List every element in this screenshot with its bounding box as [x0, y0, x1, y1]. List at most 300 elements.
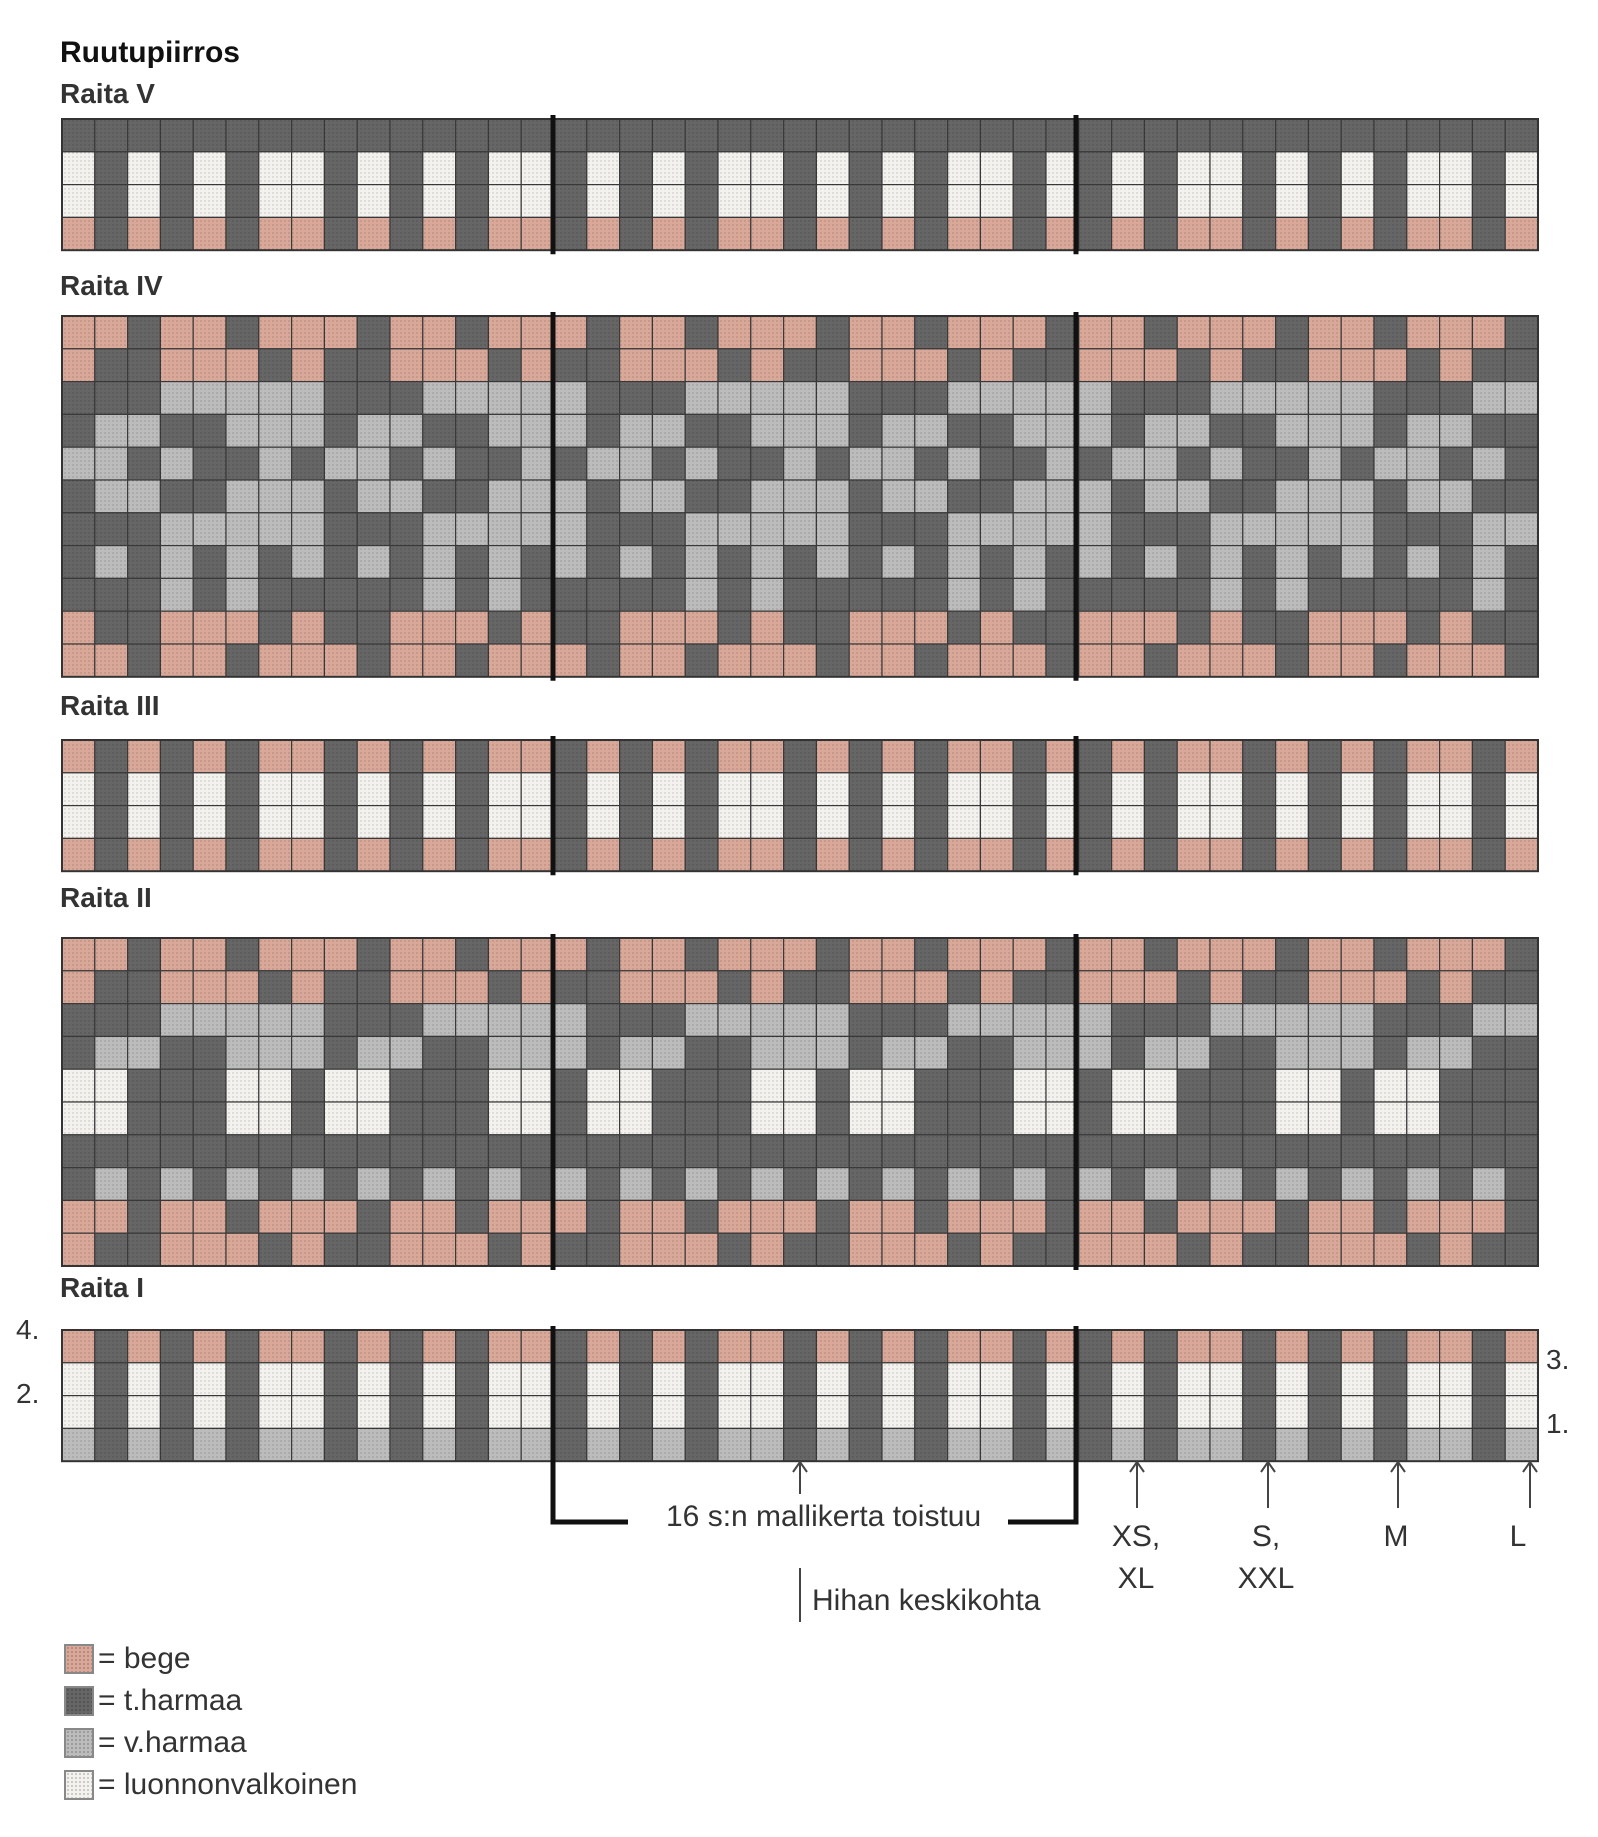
cell-texture	[718, 119, 751, 152]
cell-texture	[1308, 382, 1341, 415]
cell-texture	[521, 1102, 554, 1135]
cell-texture	[259, 1396, 292, 1429]
cell-texture	[816, 806, 849, 839]
cell-texture	[1440, 414, 1473, 447]
cell-texture	[1210, 578, 1243, 611]
cell-texture	[128, 938, 161, 971]
cell-texture	[1505, 1200, 1538, 1233]
cell-texture	[95, 1168, 128, 1201]
cell-texture	[915, 217, 948, 250]
cell-texture	[259, 1036, 292, 1069]
cell-texture	[1407, 611, 1440, 644]
cell-texture	[1243, 1036, 1276, 1069]
cell-texture	[1407, 447, 1440, 480]
cell-texture	[554, 1168, 587, 1201]
cell-texture	[1407, 1233, 1440, 1266]
cell-texture	[390, 1004, 423, 1037]
cell-texture	[1341, 740, 1374, 773]
cell-texture	[816, 1330, 849, 1363]
cell-texture	[1374, 414, 1407, 447]
cell-texture	[357, 838, 390, 871]
cell-texture	[1013, 1168, 1046, 1201]
cell-texture	[1243, 447, 1276, 480]
cell-texture	[1243, 382, 1276, 415]
cell-texture	[1374, 838, 1407, 871]
cell-texture	[1374, 1036, 1407, 1069]
cell-texture	[324, 546, 357, 579]
cell-texture	[751, 1004, 784, 1037]
cell-texture	[1210, 546, 1243, 579]
cell-texture	[95, 806, 128, 839]
cell-texture	[1177, 578, 1210, 611]
cell-texture	[193, 1200, 226, 1233]
cell-texture	[1177, 773, 1210, 806]
cell-texture	[751, 773, 784, 806]
cell-texture	[521, 644, 554, 677]
cell-texture	[915, 644, 948, 677]
cell-texture	[718, 217, 751, 250]
cell-texture	[226, 513, 259, 546]
cell-texture	[1505, 1168, 1538, 1201]
cell-texture	[521, 1069, 554, 1102]
cell-texture	[554, 1200, 587, 1233]
cell-texture	[1505, 119, 1538, 152]
cell-texture	[784, 119, 817, 152]
cell-texture	[882, 414, 915, 447]
cell-texture	[1374, 644, 1407, 677]
cell-texture	[521, 217, 554, 250]
cell-texture	[1276, 1036, 1309, 1069]
cell-texture	[1341, 382, 1374, 415]
cell-texture	[1210, 119, 1243, 152]
cell-texture	[1210, 1233, 1243, 1266]
swatch-v-harmaa	[64, 1728, 94, 1758]
cell-texture	[1374, 316, 1407, 349]
cell-texture	[1276, 938, 1309, 971]
cell-texture	[1079, 611, 1112, 644]
cell-texture	[652, 1396, 685, 1429]
cell-texture	[292, 1233, 325, 1266]
cell-texture	[1079, 1168, 1112, 1201]
cell-texture	[1079, 578, 1112, 611]
cell-texture	[160, 806, 193, 839]
cell-texture	[456, 1102, 489, 1135]
cell-texture	[1374, 1069, 1407, 1102]
cell-texture	[324, 1135, 357, 1168]
cell-texture	[1472, 1396, 1505, 1429]
cell-texture	[456, 480, 489, 513]
cell-texture	[980, 773, 1013, 806]
cell-texture	[1374, 185, 1407, 218]
cell-texture	[128, 1004, 161, 1037]
cell-texture	[259, 185, 292, 218]
cell-texture	[1112, 611, 1145, 644]
cell-texture	[292, 806, 325, 839]
cell-texture	[1177, 806, 1210, 839]
cell-texture	[816, 740, 849, 773]
cell-texture	[193, 578, 226, 611]
cell-texture	[357, 1200, 390, 1233]
cell-texture	[1407, 740, 1440, 773]
cell-texture	[652, 382, 685, 415]
cell-texture	[1177, 1363, 1210, 1396]
cell-texture	[587, 1233, 620, 1266]
cell-texture	[160, 838, 193, 871]
cell-texture	[390, 1363, 423, 1396]
cell-texture	[751, 152, 784, 185]
legend-text: = bege	[98, 1642, 191, 1675]
cell-texture	[620, 480, 653, 513]
cell-texture	[1243, 349, 1276, 382]
cell-texture	[128, 1200, 161, 1233]
cell-texture	[521, 480, 554, 513]
cell-texture	[980, 1004, 1013, 1037]
cell-texture	[915, 1168, 948, 1201]
cell-texture	[718, 838, 751, 871]
cell-texture	[652, 447, 685, 480]
cell-texture	[1472, 644, 1505, 677]
cell-texture	[554, 838, 587, 871]
cell-texture	[1177, 546, 1210, 579]
cell-texture	[1341, 217, 1374, 250]
cell-texture	[685, 349, 718, 382]
cell-texture	[292, 414, 325, 447]
cell-texture	[1308, 838, 1341, 871]
cell-texture	[1013, 611, 1046, 644]
cell-texture	[948, 119, 981, 152]
cell-texture	[1210, 1363, 1243, 1396]
cell-texture	[1177, 1102, 1210, 1135]
cell-texture	[948, 1428, 981, 1461]
cell-texture	[1308, 938, 1341, 971]
cell-texture	[915, 838, 948, 871]
cell-texture	[554, 546, 587, 579]
cell-texture	[1308, 119, 1341, 152]
cell-texture	[751, 1363, 784, 1396]
cell-texture	[160, 1135, 193, 1168]
cell-texture	[784, 1330, 817, 1363]
cell-texture	[1112, 838, 1145, 871]
cell-texture	[193, 217, 226, 250]
cell-texture	[1112, 382, 1145, 415]
cell-texture	[882, 1069, 915, 1102]
row-number-4: 4.	[16, 1314, 40, 1345]
cell-texture	[62, 1428, 95, 1461]
cell-texture	[685, 119, 718, 152]
cell-texture	[882, 480, 915, 513]
cell-texture	[915, 1233, 948, 1266]
cell-texture	[62, 1135, 95, 1168]
cell-texture	[1374, 773, 1407, 806]
cell-texture	[1177, 1200, 1210, 1233]
cell-texture	[259, 611, 292, 644]
cell-texture	[1243, 578, 1276, 611]
cell-texture	[226, 611, 259, 644]
cell-texture	[1472, 546, 1505, 579]
cell-texture	[1407, 513, 1440, 546]
cell-texture	[357, 1102, 390, 1135]
cell-texture	[1505, 773, 1538, 806]
cell-texture	[1505, 349, 1538, 382]
cell-texture	[718, 1396, 751, 1429]
cell-texture	[1472, 1330, 1505, 1363]
cell-texture	[816, 316, 849, 349]
cell-texture	[882, 1135, 915, 1168]
cell-texture	[554, 806, 587, 839]
cell-texture	[751, 806, 784, 839]
cell-texture	[423, 773, 456, 806]
cell-texture	[259, 971, 292, 1004]
cell-texture	[259, 546, 292, 579]
cell-texture	[620, 611, 653, 644]
cell-texture	[95, 578, 128, 611]
cell-texture	[160, 414, 193, 447]
cell-texture	[1144, 806, 1177, 839]
cell-texture	[948, 644, 981, 677]
cell-texture	[1276, 185, 1309, 218]
cell-texture	[128, 119, 161, 152]
cell-texture	[488, 806, 521, 839]
cell-texture	[948, 773, 981, 806]
cell-texture	[1407, 546, 1440, 579]
cell-texture	[784, 1428, 817, 1461]
cell-texture	[849, 185, 882, 218]
cell-texture	[980, 480, 1013, 513]
cell-texture	[685, 1004, 718, 1037]
cell-texture	[1112, 1396, 1145, 1429]
cell-texture	[193, 773, 226, 806]
cell-texture	[390, 1069, 423, 1102]
cell-texture	[652, 414, 685, 447]
cell-texture	[554, 578, 587, 611]
cell-texture	[423, 414, 456, 447]
cell-texture	[980, 1200, 1013, 1233]
cell-texture	[95, 1004, 128, 1037]
cell-texture	[357, 806, 390, 839]
cell-texture	[95, 513, 128, 546]
cell-texture	[1112, 1233, 1145, 1266]
cell-texture	[128, 382, 161, 415]
cell-texture	[423, 1069, 456, 1102]
cell-texture	[620, 740, 653, 773]
cell-texture	[816, 1004, 849, 1037]
cell-texture	[849, 644, 882, 677]
cell-texture	[1210, 1168, 1243, 1201]
cell-texture	[390, 1135, 423, 1168]
cell-texture	[390, 1036, 423, 1069]
cell-texture	[915, 546, 948, 579]
cell-texture	[1079, 1069, 1112, 1102]
cell-texture	[1243, 938, 1276, 971]
cell-texture	[685, 447, 718, 480]
cell-texture	[1144, 1428, 1177, 1461]
cell-texture	[620, 119, 653, 152]
cell-texture	[1341, 838, 1374, 871]
cell-texture	[1505, 1330, 1538, 1363]
cell-texture	[915, 119, 948, 152]
legend-text: = v.harmaa	[98, 1726, 247, 1759]
cell-texture	[1243, 1363, 1276, 1396]
cell-texture	[652, 1036, 685, 1069]
cell-texture	[1144, 644, 1177, 677]
cell-texture	[226, 119, 259, 152]
cell-texture	[685, 1168, 718, 1201]
cell-texture	[1210, 806, 1243, 839]
cell-texture	[1341, 644, 1374, 677]
cell-texture	[1079, 349, 1112, 382]
cell-texture	[948, 1102, 981, 1135]
cell-texture	[1440, 1102, 1473, 1135]
cell-texture	[292, 1135, 325, 1168]
cell-texture	[62, 611, 95, 644]
cell-texture	[1374, 119, 1407, 152]
cell-texture	[456, 1036, 489, 1069]
cell-texture	[751, 838, 784, 871]
cell-texture	[193, 1330, 226, 1363]
cell-texture	[980, 938, 1013, 971]
cell-texture	[488, 1004, 521, 1037]
cell-texture	[357, 1168, 390, 1201]
cell-texture	[587, 644, 620, 677]
cell-texture	[226, 1233, 259, 1266]
cell-texture	[685, 1102, 718, 1135]
cell-texture	[751, 414, 784, 447]
cell-texture	[193, 1233, 226, 1266]
cell-texture	[915, 773, 948, 806]
cell-texture	[554, 1396, 587, 1429]
cell-texture	[193, 740, 226, 773]
cell-texture	[685, 414, 718, 447]
cell-texture	[849, 740, 882, 773]
cell-texture	[357, 447, 390, 480]
cell-texture	[1177, 1135, 1210, 1168]
cell-texture	[357, 1036, 390, 1069]
cell-texture	[1144, 546, 1177, 579]
cell-texture	[554, 447, 587, 480]
cell-texture	[324, 1102, 357, 1135]
cell-texture	[948, 480, 981, 513]
cell-texture	[1341, 611, 1374, 644]
cell-texture	[128, 773, 161, 806]
cell-texture	[357, 1330, 390, 1363]
cell-texture	[1079, 644, 1112, 677]
cell-texture	[980, 1233, 1013, 1266]
cell-texture	[521, 119, 554, 152]
cell-texture	[1210, 316, 1243, 349]
cell-texture	[193, 838, 226, 871]
cell-texture	[128, 578, 161, 611]
cell-texture	[95, 1102, 128, 1135]
cell-texture	[816, 152, 849, 185]
cell-texture	[357, 773, 390, 806]
cell-texture	[1112, 1036, 1145, 1069]
cell-texture	[816, 1135, 849, 1168]
cell-texture	[685, 382, 718, 415]
cell-texture	[1276, 1428, 1309, 1461]
cell-texture	[1308, 1135, 1341, 1168]
cell-texture	[948, 1135, 981, 1168]
cell-texture	[1013, 1233, 1046, 1266]
cell-texture	[652, 152, 685, 185]
cell-texture	[1144, 1363, 1177, 1396]
cell-texture	[1210, 513, 1243, 546]
cell-texture	[1144, 185, 1177, 218]
cell-texture	[784, 1200, 817, 1233]
cell-texture	[1210, 644, 1243, 677]
cell-texture	[1112, 1135, 1145, 1168]
cell-texture	[948, 1363, 981, 1396]
cell-texture	[1177, 513, 1210, 546]
cell-texture	[652, 513, 685, 546]
cell-texture	[95, 773, 128, 806]
cell-texture	[62, 644, 95, 677]
cell-texture	[160, 185, 193, 218]
cell-texture	[160, 1069, 193, 1102]
cell-texture	[1210, 1135, 1243, 1168]
cell-texture	[488, 185, 521, 218]
cell-texture	[62, 513, 95, 546]
cell-texture	[1079, 1396, 1112, 1429]
cell-texture	[193, 1004, 226, 1037]
cell-texture	[751, 1036, 784, 1069]
cell-texture	[620, 1233, 653, 1266]
cell-texture	[357, 382, 390, 415]
cell-texture	[751, 578, 784, 611]
cell-texture	[95, 740, 128, 773]
cell-texture	[456, 1396, 489, 1429]
cell-texture	[1144, 152, 1177, 185]
cell-texture	[423, 316, 456, 349]
cell-texture	[882, 773, 915, 806]
cell-texture	[390, 1233, 423, 1266]
cell-texture	[390, 414, 423, 447]
cell-texture	[652, 806, 685, 839]
cell-texture	[390, 119, 423, 152]
cell-texture	[1177, 382, 1210, 415]
cell-texture	[62, 349, 95, 382]
cell-texture	[128, 513, 161, 546]
cell-texture	[1505, 1004, 1538, 1037]
cell-texture	[1144, 1168, 1177, 1201]
cell-texture	[882, 217, 915, 250]
cell-texture	[948, 447, 981, 480]
cell-texture	[259, 119, 292, 152]
cell-texture	[1079, 546, 1112, 579]
cell-texture	[620, 1102, 653, 1135]
cell-texture	[751, 1135, 784, 1168]
cell-texture	[357, 1428, 390, 1461]
cell-texture	[587, 185, 620, 218]
cell-texture	[259, 578, 292, 611]
cell-texture	[95, 644, 128, 677]
cell-texture	[1243, 740, 1276, 773]
cell-texture	[324, 119, 357, 152]
cell-texture	[357, 1233, 390, 1266]
cell-texture	[1013, 773, 1046, 806]
cell-texture	[685, 740, 718, 773]
cell-texture	[1341, 447, 1374, 480]
cell-texture	[1210, 1330, 1243, 1363]
cell-texture	[1407, 1363, 1440, 1396]
cell-texture	[587, 1168, 620, 1201]
cell-texture	[390, 382, 423, 415]
cell-texture	[292, 546, 325, 579]
cell-texture	[620, 938, 653, 971]
cell-texture	[1144, 1396, 1177, 1429]
cell-texture	[488, 1069, 521, 1102]
cell-texture	[1112, 447, 1145, 480]
cell-texture	[292, 152, 325, 185]
